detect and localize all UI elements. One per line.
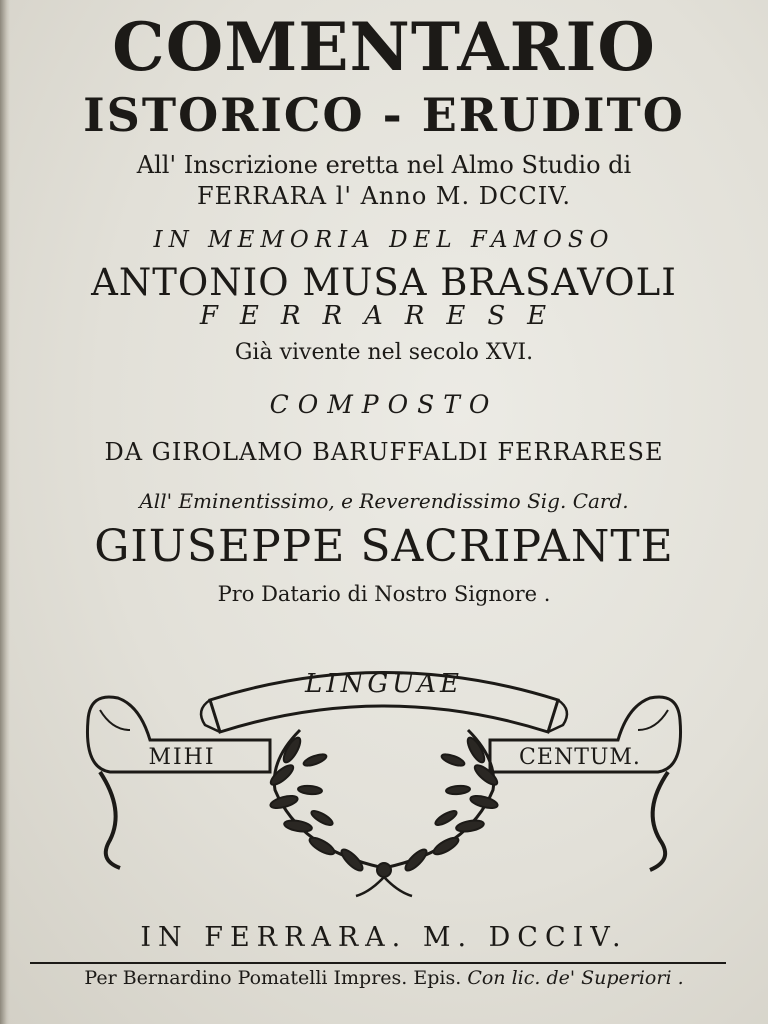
- composto-label: COMPOSTO: [269, 390, 499, 419]
- motto-right: CENTUM.: [519, 745, 641, 770]
- memoria-intro: IN MEMORIA DEL FAMOSO: [153, 227, 615, 253]
- dedication-intro: All' Eminentissimo, e Reverendissimo Sig. Card.: [139, 489, 629, 513]
- honoree-origin: FERRARESE: [199, 301, 569, 331]
- main-title: COMENTARIO: [112, 8, 656, 86]
- dedicatee-office: Pro Datario di Nostro Signore .: [217, 582, 551, 606]
- main-title-second-line: ISTORICO - ERUDITO: [83, 88, 685, 142]
- laurel-wreath: [268, 730, 500, 896]
- imprint-printer: Per Bernardino Pomatelli Impres. Epis.: [84, 967, 462, 989]
- motto-left: MIHI: [148, 745, 216, 770]
- imprint-printer-line: [0, 969, 768, 988]
- honoree-century-note: Già vivente nel secolo XVI.: [234, 340, 534, 365]
- imprint-rule: [30, 962, 726, 964]
- motto-top: LINGUAE: [305, 669, 463, 699]
- author-name: DA GIROLAMO BARUFFALDI FERRARESE: [104, 438, 664, 466]
- printer-device-woodcut: [70, 640, 698, 910]
- subtitle-place-year: FERRARA l' Anno M. DCCIV.: [197, 182, 571, 210]
- honoree-name: ANTONIO MUSA BRASAVOLI: [91, 261, 677, 304]
- imprint-place-date: IN FERRARA. M. DCCIV.: [140, 922, 628, 953]
- imprint-license: Con lic. de' Superiori .: [467, 967, 684, 989]
- subtitle-inscription: All' Inscrizione eretta nel Almo Studio di: [136, 151, 632, 179]
- dedicatee-name: GIUSEPPE SACRIPANTE: [94, 521, 674, 572]
